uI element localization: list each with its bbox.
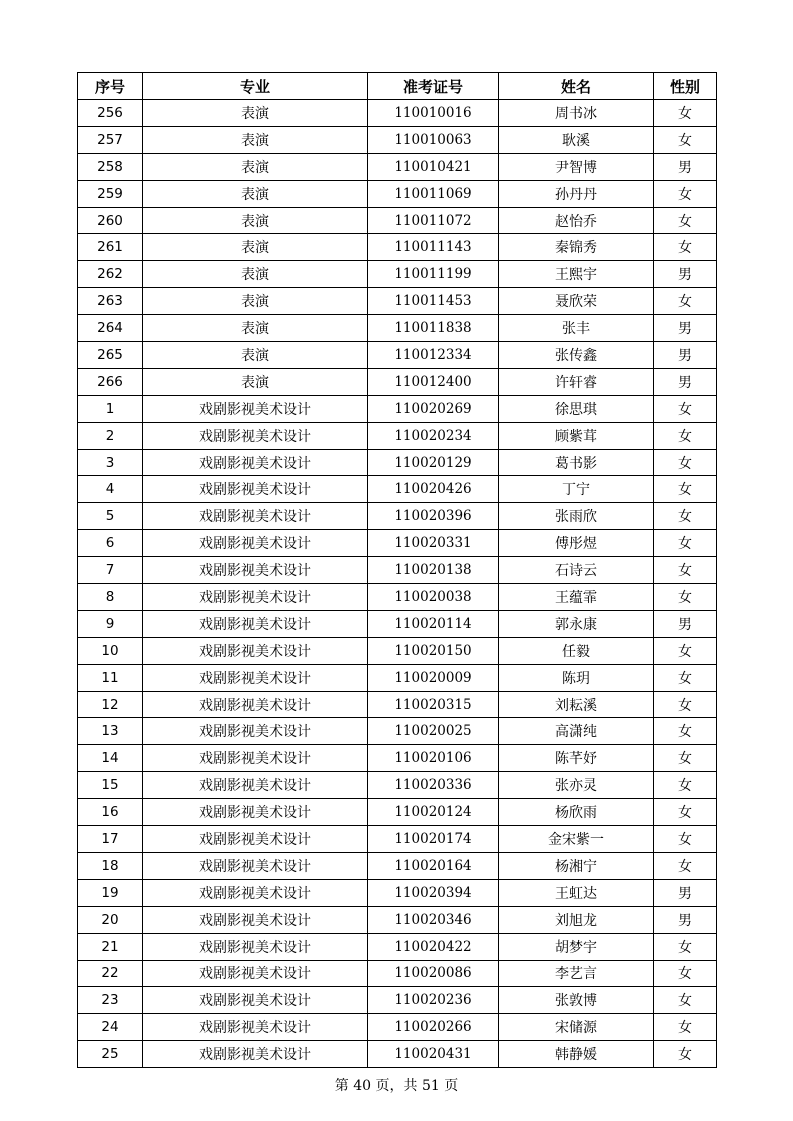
cell-gender: 女 (654, 395, 717, 422)
cell-major: 戏剧影视美术设计 (143, 852, 368, 879)
cell-major: 戏剧影视美术设计 (143, 745, 368, 772)
cell-major: 戏剧影视美术设计 (143, 987, 368, 1014)
cell-major: 戏剧影视美术设计 (143, 933, 368, 960)
cell-gender: 男 (654, 879, 717, 906)
cell-seq: 13 (78, 718, 143, 745)
cell-seq: 1 (78, 395, 143, 422)
header-major: 专业 (143, 73, 368, 100)
cell-exam-no: 110020138 (368, 557, 499, 584)
table-row (78, 1041, 717, 1068)
cell-name: 孙丹丹 (499, 180, 654, 207)
cell-name: 耿溪 (499, 126, 654, 153)
cell-gender: 女 (654, 422, 717, 449)
cell-gender: 男 (654, 368, 717, 395)
table-body (78, 100, 717, 1068)
cell-exam-no: 110010016 (368, 100, 499, 127)
cell-major: 戏剧影视美术设计 (143, 503, 368, 530)
table-row (78, 960, 717, 987)
cell-major: 戏剧影视美术设计 (143, 960, 368, 987)
cell-seq: 262 (78, 261, 143, 288)
cell-exam-no: 110020422 (368, 933, 499, 960)
cell-gender: 女 (654, 1014, 717, 1041)
cell-name: 郭永康 (499, 610, 654, 637)
cell-name: 丁宁 (499, 476, 654, 503)
cell-major: 戏剧影视美术设计 (143, 395, 368, 422)
table-row (78, 100, 717, 127)
cell-exam-no: 110020331 (368, 530, 499, 557)
cell-name: 顾紫茸 (499, 422, 654, 449)
cell-seq: 259 (78, 180, 143, 207)
cell-exam-no: 110020394 (368, 879, 499, 906)
cell-exam-no: 110020174 (368, 826, 499, 853)
cell-name: 张雨欣 (499, 503, 654, 530)
cell-major: 戏剧影视美术设计 (143, 610, 368, 637)
cell-name: 宋储源 (499, 1014, 654, 1041)
cell-gender: 女 (654, 637, 717, 664)
cell-exam-no: 110020038 (368, 584, 499, 611)
cell-exam-no: 110020426 (368, 476, 499, 503)
cell-exam-no: 110020114 (368, 610, 499, 637)
table-row (78, 584, 717, 611)
cell-gender: 女 (654, 718, 717, 745)
cell-name: 石诗云 (499, 557, 654, 584)
cell-gender: 女 (654, 1041, 717, 1068)
cell-exam-no: 110011453 (368, 288, 499, 315)
table-row (78, 879, 717, 906)
cell-seq: 10 (78, 637, 143, 664)
table-row (78, 557, 717, 584)
cell-gender: 女 (654, 557, 717, 584)
cell-exam-no: 110020129 (368, 449, 499, 476)
cell-name: 韩静媛 (499, 1041, 654, 1068)
cell-major: 表演 (143, 288, 368, 315)
table-row (78, 126, 717, 153)
cell-exam-no: 110011143 (368, 234, 499, 261)
cell-name: 徐思琪 (499, 395, 654, 422)
cell-seq: 263 (78, 288, 143, 315)
cell-major: 戏剧影视美术设计 (143, 637, 368, 664)
header-row (78, 73, 717, 100)
table-row (78, 153, 717, 180)
cell-exam-no: 110011069 (368, 180, 499, 207)
cell-major: 戏剧影视美术设计 (143, 664, 368, 691)
cell-name: 秦锦秀 (499, 234, 654, 261)
cell-exam-no: 110020346 (368, 906, 499, 933)
cell-exam-no: 110020336 (368, 772, 499, 799)
cell-seq: 5 (78, 503, 143, 530)
cell-seq: 16 (78, 799, 143, 826)
cell-gender: 女 (654, 691, 717, 718)
cell-name: 葛书影 (499, 449, 654, 476)
table-row (78, 261, 717, 288)
cell-major: 戏剧影视美术设计 (143, 1014, 368, 1041)
cell-major: 戏剧影视美术设计 (143, 799, 368, 826)
table-header (78, 73, 717, 100)
cell-name: 许轩睿 (499, 368, 654, 395)
cell-seq: 261 (78, 234, 143, 261)
cell-major: 表演 (143, 342, 368, 369)
cell-exam-no: 110020431 (368, 1041, 499, 1068)
cell-name: 张敦博 (499, 987, 654, 1014)
cell-name: 胡梦宇 (499, 933, 654, 960)
cell-major: 表演 (143, 153, 368, 180)
cell-major: 表演 (143, 180, 368, 207)
cell-seq: 14 (78, 745, 143, 772)
cell-exam-no: 110020124 (368, 799, 499, 826)
header-name: 姓名 (499, 73, 654, 100)
table-row (78, 449, 717, 476)
cell-name: 陈芊妤 (499, 745, 654, 772)
table-row (78, 745, 717, 772)
cell-seq: 7 (78, 557, 143, 584)
table-row (78, 395, 717, 422)
cell-exam-no: 110011199 (368, 261, 499, 288)
table-row (78, 799, 717, 826)
cell-exam-no: 110020150 (368, 637, 499, 664)
cell-seq: 4 (78, 476, 143, 503)
cell-major: 表演 (143, 234, 368, 261)
cell-seq: 19 (78, 879, 143, 906)
table-row (78, 637, 717, 664)
cell-seq: 20 (78, 906, 143, 933)
cell-gender: 女 (654, 503, 717, 530)
table-row (78, 906, 717, 933)
cell-seq: 6 (78, 530, 143, 557)
cell-exam-no: 110011838 (368, 315, 499, 342)
cell-name: 王虹达 (499, 879, 654, 906)
cell-gender: 女 (654, 476, 717, 503)
table-row (78, 234, 717, 261)
cell-seq: 17 (78, 826, 143, 853)
cell-name: 金宋紫一 (499, 826, 654, 853)
cell-major: 戏剧影视美术设计 (143, 906, 368, 933)
table-row (78, 530, 717, 557)
cell-seq: 21 (78, 933, 143, 960)
cell-exam-no: 110012334 (368, 342, 499, 369)
cell-name: 高潇纯 (499, 718, 654, 745)
cell-seq: 8 (78, 584, 143, 611)
cell-seq: 260 (78, 207, 143, 234)
table-row (78, 422, 717, 449)
table-row (78, 664, 717, 691)
cell-gender: 女 (654, 449, 717, 476)
cell-gender: 男 (654, 153, 717, 180)
cell-name: 王蕴霏 (499, 584, 654, 611)
admission-list-table (77, 72, 717, 1068)
table-row (78, 503, 717, 530)
cell-exam-no: 110020396 (368, 503, 499, 530)
cell-major: 戏剧影视美术设计 (143, 691, 368, 718)
cell-seq: 22 (78, 960, 143, 987)
cell-major: 戏剧影视美术设计 (143, 584, 368, 611)
cell-name: 聂欣荣 (499, 288, 654, 315)
cell-name: 王熙宇 (499, 261, 654, 288)
table-row (78, 476, 717, 503)
cell-exam-no: 110020025 (368, 718, 499, 745)
table-row (78, 1014, 717, 1041)
cell-major: 戏剧影视美术设计 (143, 879, 368, 906)
cell-gender: 男 (654, 261, 717, 288)
cell-exam-no: 110020266 (368, 1014, 499, 1041)
cell-gender: 男 (654, 342, 717, 369)
cell-gender: 女 (654, 530, 717, 557)
cell-gender: 男 (654, 906, 717, 933)
cell-seq: 3 (78, 449, 143, 476)
table-row (78, 315, 717, 342)
cell-name: 张亦灵 (499, 772, 654, 799)
cell-seq: 256 (78, 100, 143, 127)
cell-gender: 女 (654, 960, 717, 987)
cell-name: 陈玥 (499, 664, 654, 691)
table-row (78, 342, 717, 369)
cell-gender: 女 (654, 933, 717, 960)
cell-name: 刘耘溪 (499, 691, 654, 718)
cell-name: 刘旭龙 (499, 906, 654, 933)
cell-major: 表演 (143, 207, 368, 234)
cell-seq: 257 (78, 126, 143, 153)
table-row (78, 852, 717, 879)
cell-exam-no: 110020234 (368, 422, 499, 449)
table-row (78, 772, 717, 799)
cell-seq: 266 (78, 368, 143, 395)
cell-major: 表演 (143, 368, 368, 395)
cell-major: 戏剧影视美术设计 (143, 449, 368, 476)
cell-seq: 15 (78, 772, 143, 799)
table-row (78, 288, 717, 315)
table-row (78, 610, 717, 637)
cell-name: 尹智博 (499, 153, 654, 180)
cell-seq: 23 (78, 987, 143, 1014)
cell-seq: 25 (78, 1041, 143, 1068)
cell-major: 戏剧影视美术设计 (143, 772, 368, 799)
table-row (78, 207, 717, 234)
cell-major: 表演 (143, 315, 368, 342)
cell-exam-no: 110020315 (368, 691, 499, 718)
cell-major: 戏剧影视美术设计 (143, 422, 368, 449)
cell-seq: 11 (78, 664, 143, 691)
table-row (78, 180, 717, 207)
cell-seq: 2 (78, 422, 143, 449)
cell-seq: 24 (78, 1014, 143, 1041)
cell-gender: 女 (654, 826, 717, 853)
cell-gender: 女 (654, 664, 717, 691)
cell-exam-no: 110020236 (368, 987, 499, 1014)
cell-exam-no: 110020106 (368, 745, 499, 772)
cell-exam-no: 110020086 (368, 960, 499, 987)
cell-gender: 女 (654, 852, 717, 879)
cell-exam-no: 110012400 (368, 368, 499, 395)
cell-name: 张丰 (499, 315, 654, 342)
table-row (78, 987, 717, 1014)
cell-name: 张传鑫 (499, 342, 654, 369)
cell-exam-no: 110020269 (368, 395, 499, 422)
table-row (78, 368, 717, 395)
cell-name: 杨湘宁 (499, 852, 654, 879)
cell-gender: 女 (654, 126, 717, 153)
header-seq: 序号 (78, 73, 143, 100)
cell-seq: 264 (78, 315, 143, 342)
cell-gender: 女 (654, 584, 717, 611)
cell-exam-no: 110020164 (368, 852, 499, 879)
cell-gender: 女 (654, 207, 717, 234)
table-row (78, 826, 717, 853)
cell-gender: 女 (654, 180, 717, 207)
cell-exam-no: 110010063 (368, 126, 499, 153)
cell-major: 戏剧影视美术设计 (143, 557, 368, 584)
cell-major: 戏剧影视美术设计 (143, 476, 368, 503)
table-row (78, 691, 717, 718)
cell-major: 表演 (143, 261, 368, 288)
cell-gender: 女 (654, 799, 717, 826)
cell-gender: 女 (654, 987, 717, 1014)
cell-gender: 男 (654, 315, 717, 342)
cell-gender: 女 (654, 772, 717, 799)
cell-exam-no: 110010421 (368, 153, 499, 180)
cell-gender: 女 (654, 288, 717, 315)
cell-name: 赵怡乔 (499, 207, 654, 234)
cell-seq: 18 (78, 852, 143, 879)
cell-major: 戏剧影视美术设计 (143, 530, 368, 557)
cell-name: 周书冰 (499, 100, 654, 127)
cell-gender: 女 (654, 745, 717, 772)
cell-gender: 女 (654, 234, 717, 261)
cell-exam-no: 110011072 (368, 207, 499, 234)
cell-major: 表演 (143, 126, 368, 153)
cell-name: 任毅 (499, 637, 654, 664)
cell-name: 傅彤煜 (499, 530, 654, 557)
header-exam-no: 准考证号 (368, 73, 499, 100)
cell-exam-no: 110020009 (368, 664, 499, 691)
cell-major: 戏剧影视美术设计 (143, 718, 368, 745)
cell-gender: 男 (654, 610, 717, 637)
cell-seq: 12 (78, 691, 143, 718)
cell-gender: 女 (654, 100, 717, 127)
table-row (78, 718, 717, 745)
cell-major: 表演 (143, 100, 368, 127)
table-row (78, 933, 717, 960)
cell-name: 杨欣雨 (499, 799, 654, 826)
cell-seq: 9 (78, 610, 143, 637)
cell-major: 戏剧影视美术设计 (143, 826, 368, 853)
page-footer: 第 40 页，共 51 页 (334, 1078, 459, 1094)
cell-seq: 265 (78, 342, 143, 369)
cell-major: 戏剧影视美术设计 (143, 1041, 368, 1068)
header-gender: 性别 (654, 73, 717, 100)
cell-seq: 258 (78, 153, 143, 180)
cell-name: 李艺言 (499, 960, 654, 987)
